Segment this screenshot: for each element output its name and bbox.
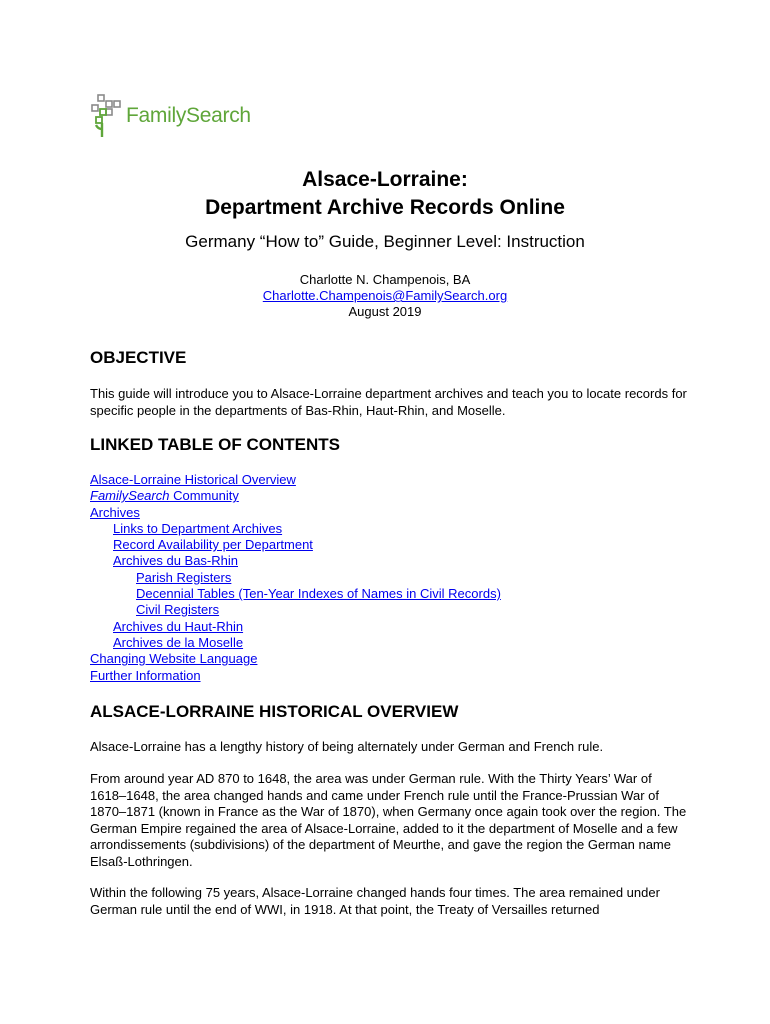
toc-item [90,505,501,521]
toc-link-record-availability[interactable]: Record Availability per Department [113,537,313,553]
toc-item [90,586,501,602]
toc-item [90,488,501,504]
toc-link-department-archives[interactable]: Links to Department Archives [113,520,283,536]
toc-item [90,602,501,618]
toc-item [90,635,501,651]
objective-text: This guide will introduce you to Alsace-Lorraine department archives and teach you to locate records for specific people in the departments of Bas-Rhin, Haut-Rhin, and Moselle. [90,386,687,418]
toc-link-archives[interactable]: Archives [90,504,140,520]
toc-item [90,521,501,537]
toc-link-familysearch-community[interactable] [90,488,239,503]
author-name: Charlotte N. Champenois, BA [299,272,471,287]
overview-paragraph: Alsace-Lorraine has a lengthy history of being alternately under German and French rule. [90,739,604,754]
toc-link-parish-registers[interactable]: Parish Registers [136,569,232,585]
author-email-container [0,288,770,303]
toc-item [90,537,501,553]
overview-heading: ALSACE-LORRAINE HISTORICAL OVERVIEW [90,702,459,721]
toc-item [90,651,501,667]
toc-link-historical-overview[interactable]: Alsace-Lorraine Historical Overview [90,472,296,487]
toc-link-decennial-tables[interactable]: Decennial Tables (Ten-Year Indexes of Names in Civil Records) [136,586,501,602]
toc-link-rest: Community [169,488,239,504]
toc-item [90,472,501,488]
familysearch-logo [90,94,251,138]
table-of-contents [90,472,501,684]
family-tree-icon [90,93,124,139]
toc-item [90,619,501,635]
document-subtitle: Germany “How to” Guide, Beginner Level: Instruction [185,232,585,251]
toc-item [90,668,501,684]
document-date: August 2019 [348,304,422,319]
toc-link-website-language[interactable]: Changing Website Language [90,651,258,667]
toc-item [90,570,501,586]
overview-paragraph: Within the following 75 years, Alsace-Lorraine changed hands four times. The area remained under German rule until the end of WWI, in 1918. At that point, the Treaty of Versailles returned [90,885,660,917]
toc-link-further-information[interactable]: Further Information [90,667,201,683]
objective-heading: OBJECTIVE [90,348,187,367]
toc-item [90,553,501,569]
author-email-link[interactable]: Charlotte.Champenois@FamilySearch.org [262,288,508,303]
overview-paragraph: From around year AD 870 to 1648, the area was under German rule. With the Thirty Years’ War of 1618–1648, the area changed hands and came under French rule until the France-Prussian War of 1870–1871 (known in France as the War of 1870), when Germany once again took over the region. The German Empire regained the area of Alsace-Lorraine, added to it the department of Moselle and a few arrondissements (subdivisions) of the department of Meurthe, and gave the region the German name Elsaß-Lothringen. [90,771,687,869]
toc-link-haut-rhin[interactable]: Archives du Haut-Rhin [113,618,244,634]
toc-link-italic-part: FamilySearch [90,488,170,504]
logo-wordmark: FamilySearch [126,104,251,127]
document-title-line1: Alsace-Lorraine: [302,168,468,191]
toc-link-bas-rhin[interactable]: Archives du Bas-Rhin [113,553,238,569]
toc-heading: LINKED TABLE OF CONTENTS [90,435,340,454]
toc-link-moselle[interactable]: Archives de la Moselle [113,634,244,650]
toc-link-civil-registers[interactable]: Civil Registers [136,602,220,618]
document-title-line2: Department Archive Records Online [205,196,565,219]
